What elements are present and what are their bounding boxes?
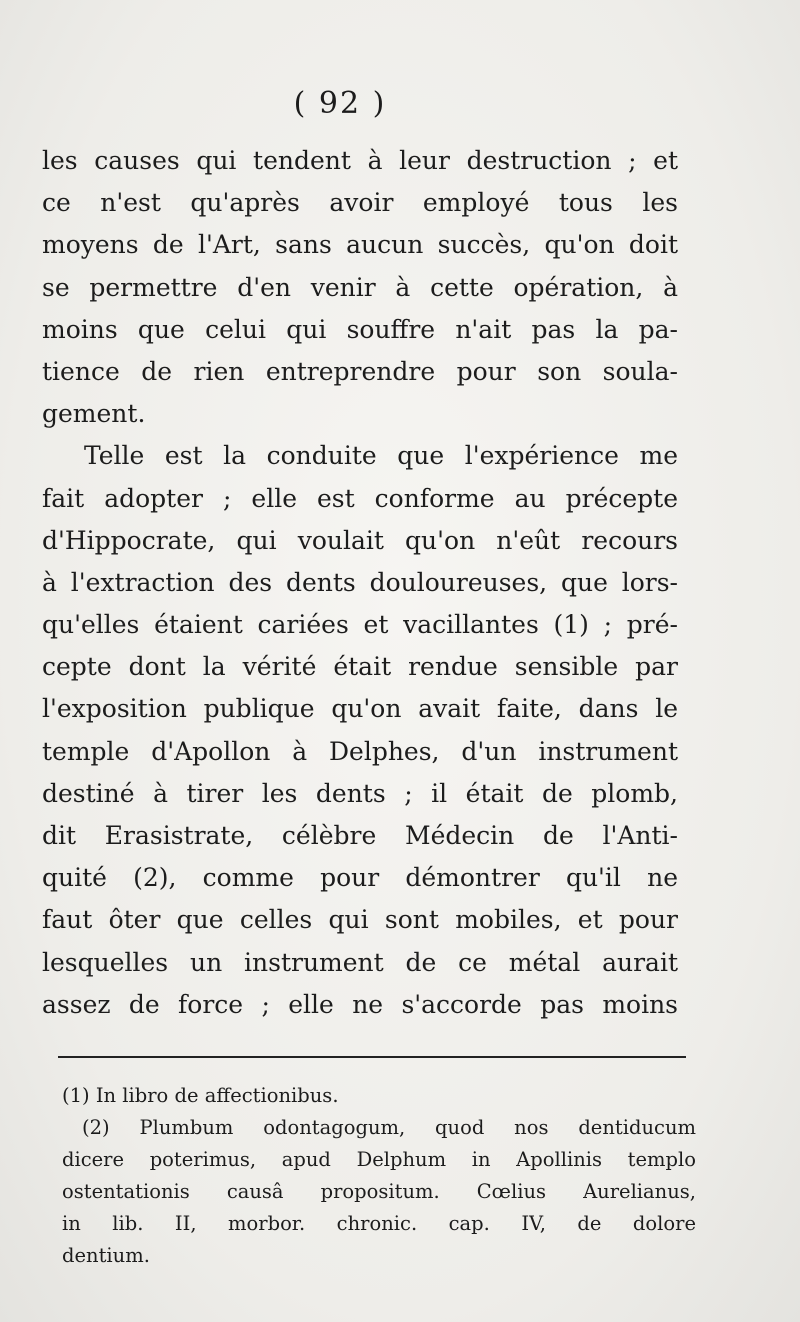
body-line: faut ôter que celles qui sont mobiles, et pour	[42, 905, 678, 935]
body-line: qu'elles étaient cariées et vacillantes (1) ; pré-	[42, 610, 678, 640]
footnotes	[62, 1080, 696, 1272]
body-line: cepte dont la vérité était rendue sensible par	[42, 652, 678, 682]
body-line: à l'extraction des dents douloureuses, que lors-	[42, 567, 678, 597]
body-line: lesquelles un instrument de ce métal aurait	[42, 947, 678, 977]
body-line: ce n'est qu'après avoir employé tous les	[42, 188, 678, 218]
footnote-divider	[58, 1056, 686, 1058]
body-line: temple d'Apollon à Delphes, d'un instrument	[42, 736, 678, 766]
body-line: destiné à tirer les dents ; il était de plomb,	[42, 778, 678, 808]
body-line: moins que celui qui souffre n'ait pas la pa-	[42, 314, 678, 344]
footnote-line: (1) In libro de affectionibus.	[62, 1084, 339, 1107]
body-line: quité (2), comme pour démontrer qu'il ne	[42, 863, 678, 893]
paragraph-start-line: Telle est la conduite que l'expérience me	[84, 441, 678, 471]
footnote-line: dentium.	[62, 1244, 150, 1267]
body-text	[42, 140, 678, 1026]
body-line: dit Erasistrate, célèbre Médecin de l'Anti-	[42, 821, 678, 850]
footnote-line: dicere poterimus, apud Delphum in Apollinis templo	[62, 1148, 696, 1171]
footnote-line: ostentationis causâ propositum. Cœlius Aurelianus,	[62, 1180, 696, 1203]
body-line: l'exposition publique qu'on avait faite, dans le	[42, 694, 678, 724]
body-line: tience de rien entreprendre pour son soula-	[42, 356, 678, 386]
body-line: moyens de l'Art, sans aucun succès, qu'on doit	[42, 230, 678, 260]
body-line: assez de force ; elle ne s'accorde pas moins	[42, 989, 678, 1019]
body-line: fait adopter ; elle est conforme au précepte	[42, 483, 678, 513]
body-line: les causes qui tendent à leur destruction ; et	[42, 146, 678, 175]
body-line: gement.	[42, 399, 146, 429]
page-number: ( 92 )	[293, 86, 387, 121]
footnote-line: (2) Plumbum odontagogum, quod nos dentiducum	[82, 1116, 696, 1139]
body-line: se permettre d'en venir à cette opération, à	[42, 272, 678, 302]
footnote-line: in lib. II, morbor. chronic. cap. IV, de dolore	[62, 1212, 696, 1235]
body-line: d'Hippocrate, qui voulait qu'on n'eût recours	[42, 525, 678, 555]
